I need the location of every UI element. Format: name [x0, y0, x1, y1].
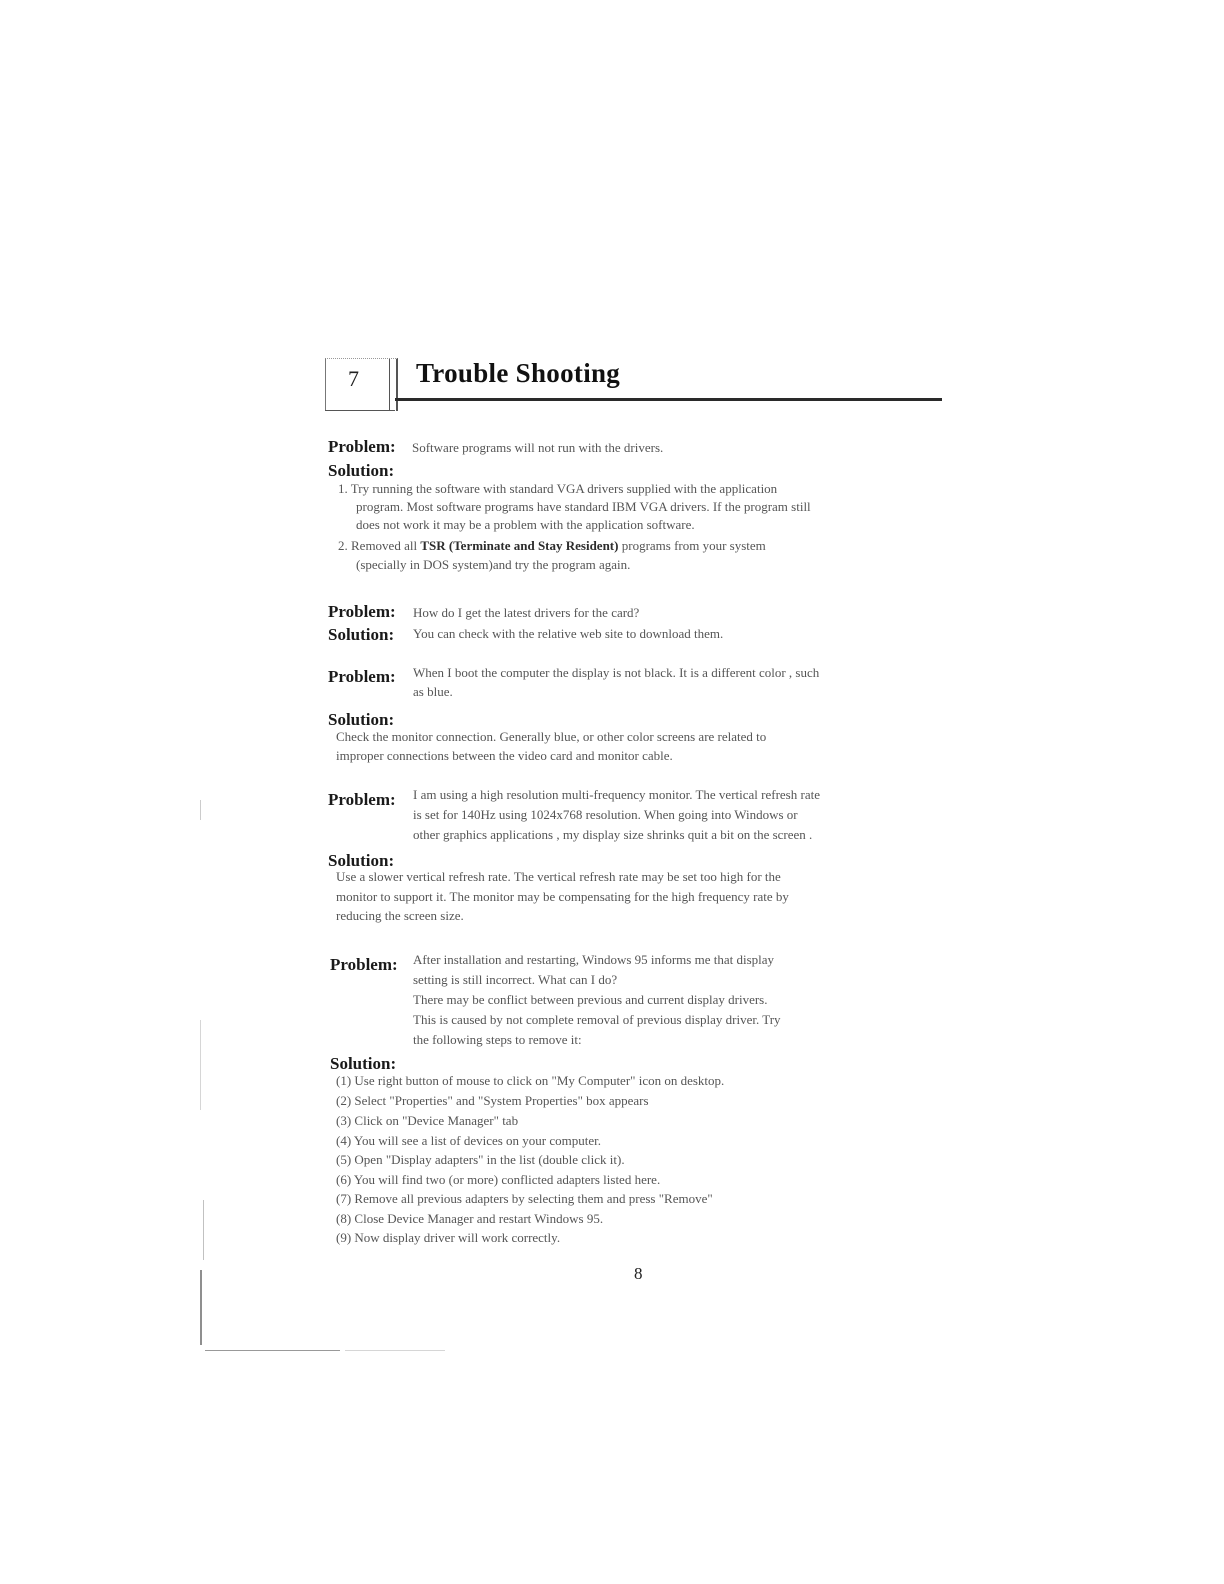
solution-label: Solution:	[328, 625, 395, 644]
scan-edge-mark	[203, 1200, 204, 1260]
solution-step: (4) You will see a list of devices on your computer.	[336, 1133, 602, 1148]
solution-step: (3) Click on "Device Manager" tab	[336, 1113, 519, 1128]
tsr-term: TSR (Terminate and Stay Resident)	[420, 538, 619, 553]
solution-text: Check the monitor connection. Generally blue, or other color screens are related to	[336, 729, 767, 744]
solution-text: program. Most software programs have standard IBM VGA drivers. If the program still	[356, 499, 811, 514]
solution-label: Solution:	[330, 1054, 397, 1073]
problem-text: After installation and restarting, Windows 95 informs me that display	[413, 952, 775, 967]
problem-label: Problem:	[328, 437, 396, 456]
solution-text: monitor to support it. The monitor may be compensating for the high frequency rate by	[336, 889, 789, 904]
solution-text: improper connections between the video card and monitor cable.	[336, 748, 673, 763]
solution-label: Solution:	[328, 710, 395, 729]
title-underline	[395, 398, 942, 401]
box-underline	[325, 410, 395, 411]
problem-text: This is caused by not complete removal of previous display driver. Try	[413, 1012, 781, 1027]
problem-text: as blue.	[413, 684, 453, 699]
solution-step: (8) Close Device Manager and restart Windows 95.	[336, 1211, 604, 1226]
solution-text: reducing the screen size.	[336, 908, 464, 923]
solution-step: (9) Now display driver will work correctly.	[336, 1230, 561, 1245]
problem-text: the following steps to remove it:	[413, 1032, 582, 1047]
problem-text: How do I get the latest drivers for the card?	[413, 605, 640, 620]
solution-text: 1. Try running the software with standard VGA drivers supplied with the application	[338, 481, 778, 496]
problem-text: setting is still incorrect. What can I do?	[413, 972, 618, 987]
problem-text: other graphics applications , my display size shrinks quit a bit on the screen .	[413, 827, 813, 842]
problem-label: Problem:	[330, 955, 398, 974]
solution-step: (7) Remove all previous adapters by selecting them and press "Remove"	[336, 1191, 713, 1206]
solution-text: 2. Removed all TSR (Terminate and Stay Resident) programs from your system	[338, 538, 766, 553]
solution-text: You can check with the relative web site to download them.	[413, 626, 724, 641]
problem-text: is set for 140Hz using 1024x768 resolution. When going into Windows or	[413, 807, 798, 822]
scan-edge-mark	[200, 1270, 202, 1345]
problem-text: When I boot the computer the display is not black. It is a different color , such	[413, 665, 820, 680]
page-number: 8	[634, 1264, 643, 1283]
solution-text: Use a slower vertical refresh rate. The vertical refresh rate may be set too high for the	[336, 869, 781, 884]
solution-text: (specially in DOS system)and try the program again.	[356, 557, 631, 572]
solution-step: (2) Select "Properties" and "System Properties" box appears	[336, 1093, 649, 1108]
scan-edge-line	[345, 1350, 445, 1351]
chapter-title: Trouble Shooting	[416, 358, 621, 388]
solution-text: does not work it may be a problem with the application software.	[356, 517, 695, 532]
solution-step: (1) Use right button of mouse to click on "My Computer" icon on desktop.	[336, 1073, 725, 1088]
chapter-number: 7	[348, 366, 359, 391]
chapter-number-box	[325, 358, 398, 411]
problem-label: Problem:	[328, 790, 396, 809]
scan-dot	[200, 1020, 201, 1110]
problem-text: Software programs will not run with the drivers.	[412, 440, 664, 455]
solution-label: Solution:	[328, 461, 395, 480]
solution-label: Solution:	[328, 851, 395, 870]
scan-dot	[200, 800, 201, 820]
problem-label: Problem:	[328, 667, 396, 686]
solution-step: (6) You will find two (or more) conflicted adapters listed here.	[336, 1172, 661, 1187]
problem-label: Problem:	[328, 602, 396, 621]
problem-text: There may be conflict between previous and current display drivers.	[413, 992, 768, 1007]
problem-text: I am using a high resolution multi-frequency monitor. The vertical refresh rate	[413, 787, 820, 802]
solution-step: (5) Open "Display adapters" in the list (double click it).	[336, 1152, 625, 1167]
scan-edge-line	[205, 1350, 340, 1351]
